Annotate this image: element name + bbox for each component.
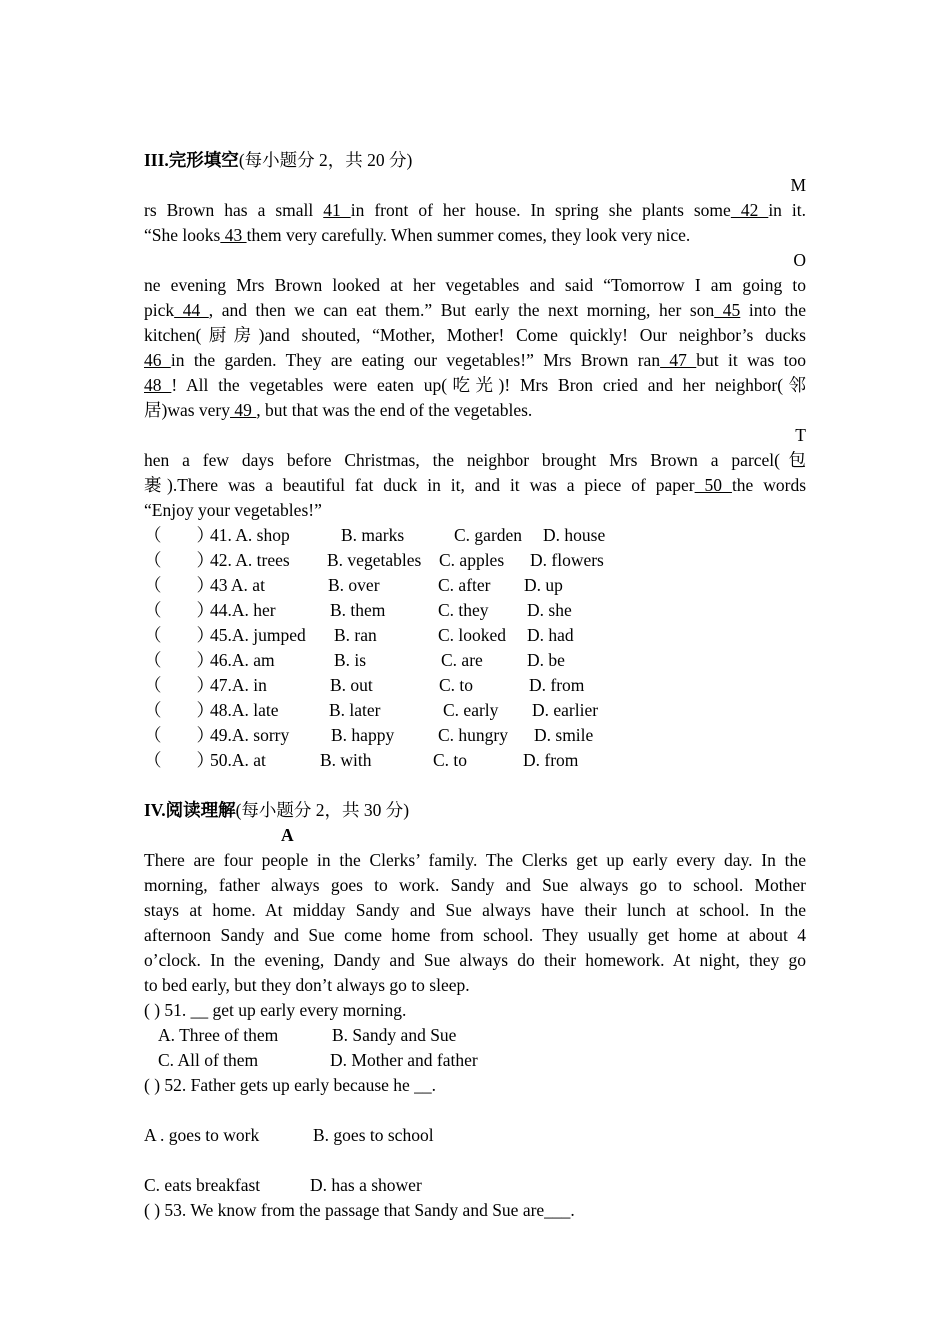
blank-42: 42: [730, 200, 769, 220]
question-row: （ ） 42. A. trees B. vegetables C. apples D. flowers: [144, 550, 604, 570]
para3-line2: 裹).There was a beautiful fat duck in it, and it was a piece of paper 50 the words: [144, 475, 807, 495]
question-row: （ ） 49.A. sorry B. happy C. hungry D. smile: [144, 725, 594, 745]
blank-49: 49: [230, 400, 257, 420]
question-row: （ ） 44.A. her B. them C. they D. she: [144, 600, 572, 620]
question-row: （ ） 47.A. in B. out C. to D. from: [144, 675, 585, 695]
document-page: [144, 148, 806, 1223]
question-row: （ ） 41. A. shop B. marks C. garden D. house: [144, 525, 606, 545]
passage-line: afternoon Sandy and Sue come home from school. They usually get home at about 4: [144, 925, 806, 945]
section-3-heading: III.完形填空(每小题分 2，共 20 分): [144, 150, 413, 170]
para2-line1: ne evening Mrs Brown looked at her vegetables and said “Tomorrow I am going to: [144, 275, 806, 295]
blank-45: 45: [714, 300, 741, 320]
blank-50: 50: [694, 475, 732, 495]
blank-41: 41: [323, 200, 351, 220]
blank-47: 47: [660, 350, 697, 370]
question-row: （ ） 46.A. am B. is C. are D. be: [144, 650, 565, 670]
para3-dropcap: T: [795, 425, 806, 445]
cloze-question-list: [144, 523, 806, 773]
question-row: （ ） 48.A. late B. later C. early D. earlier: [144, 700, 599, 720]
passage-line: There are four people in the Clerks’ family. The Clerks get up early every day. In the: [144, 850, 806, 870]
blank-43: 43: [220, 225, 247, 245]
para1-line2: “She looks 43 them very carefully. When summer comes, they look very nice.: [144, 225, 691, 245]
blank-44: 44: [174, 300, 209, 320]
passage-line: morning, father always goes to work. Sandy and Sue always go to school. Mother: [144, 875, 806, 895]
para1-dropcap: M: [790, 175, 806, 195]
question-row: （ ） 45.A. jumped B. ran C. looked D. had: [144, 625, 574, 645]
question-52-options-cd: C. eats breakfast D. has a shower: [144, 1175, 422, 1195]
passage-line: o’clock. In the evening, Dandy and Sue always do their homework. At night, they go: [144, 950, 806, 970]
para1-line1: rs Brown has a small 41 in front of her house. In spring she plants some 42 in it.: [144, 200, 807, 220]
question-51-options-ab: A. Three of them B. Sandy and Sue: [158, 1025, 457, 1045]
question-53: ( ) 53. We know from the passage that Sandy and Sue are___.: [144, 1200, 575, 1220]
blank-48: 48: [144, 375, 172, 395]
section-4-heading: IV.阅读理解(每小题分 2，共 30 分): [144, 800, 410, 820]
para2-line6: 居)was very 49 , but that was the end of the vegetables.: [144, 400, 533, 420]
para2-line3: kitchen(厨房)and shouted, “Mother, Mother! Come quickly! Our neighbor’s ducks: [144, 325, 806, 345]
question-row: （ ） 43 A. at B. over C. after D. up: [144, 575, 563, 595]
passage-line: stays at home. At midday Sandy and Sue always have their lunch at school. In the: [144, 900, 806, 920]
passage-label: A: [281, 825, 294, 845]
question-51-options-cd: C. All of them D. Mother and father: [158, 1050, 478, 1070]
para2-line5: 48 ! All the vegetables were eaten up(吃光)! Mrs Bron cried and her neighbor(邻: [144, 375, 806, 395]
question-row: （ ） 50.A. at B. with C. to D. from: [144, 750, 579, 770]
para2-line2: pick 44 , and then we can eat them.” But early the next morning, her son 45 into the: [144, 300, 807, 320]
question-52-options-ab: A . goes to work B. goes to school: [144, 1125, 434, 1145]
question-51: ( ) 51. __ get up early every morning.: [144, 1000, 407, 1020]
question-52: ( ) 52. Father gets up early because he __.: [144, 1075, 437, 1095]
reading-passage: [144, 848, 806, 998]
para2-line4: 46 in the garden. They are eating our vegetables!” Mrs Brown ran 47 but it was too: [144, 350, 806, 370]
passage-line: to bed early, but they don’t always go to sleep.: [144, 975, 470, 995]
para3-line1: hen a few days before Christmas, the neighbor brought Mrs Brown a parcel(包: [144, 450, 806, 470]
para3-line3: “Enjoy your vegetables!”: [144, 500, 322, 520]
para2-dropcap: O: [793, 250, 806, 270]
blank-46: 46: [144, 350, 171, 370]
